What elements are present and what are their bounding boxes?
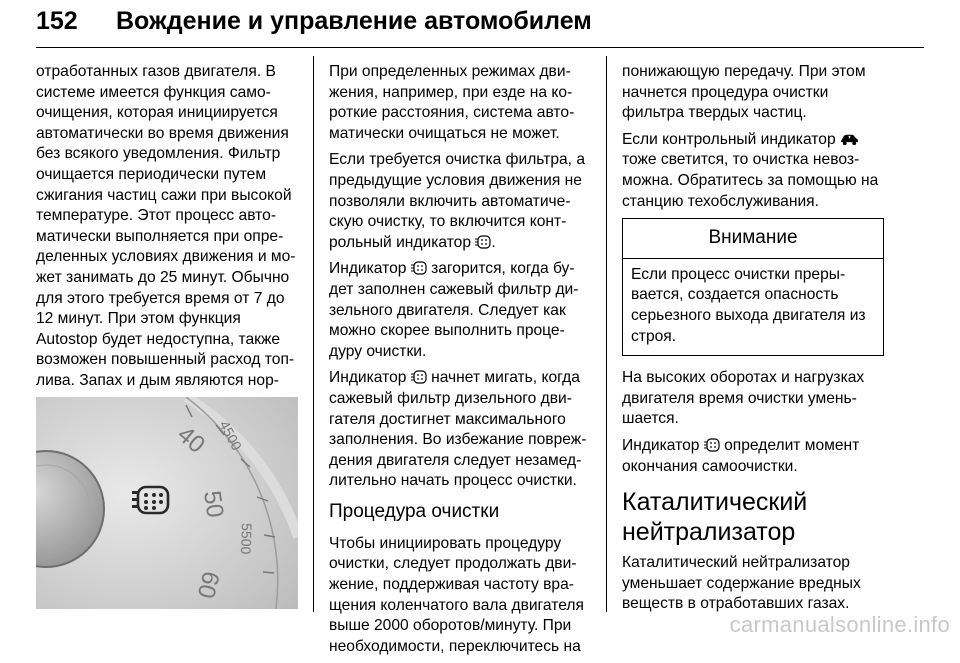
warning-text: Если процесс очистки прерывается, создается опасность серьезного выхода двигателя из строя.	[631, 265, 866, 345]
text-run: определит момент окончания самоочистки.	[622, 436, 860, 475]
paragraph: Каталитический нейтрализатор уменьшает содержание вредных веществ в отработавших газах.	[622, 554, 861, 613]
paragraph	[622, 130, 884, 212]
text-run: Индикатор	[622, 436, 704, 454]
instrument-cluster-photo	[36, 397, 298, 609]
watermark: carmanualsonline.info	[729, 612, 950, 637]
text-run: Индикатор	[329, 260, 411, 278]
column-3	[622, 62, 884, 621]
section-heading: Каталитический нейтрализатор	[622, 488, 808, 547]
warning-box	[622, 218, 884, 356]
diesel-particle-filter-icon	[475, 235, 491, 249]
paragraph: При определенных режимах движения, например, при езде на короткие расстояния, система автоматически очищаться не может.	[329, 63, 575, 142]
text-run: Если требуется очистка фильтра, а предыдущие условия движения не позволяли включить автоматическую очистку, то включится контрольный индикатор	[329, 151, 586, 251]
diesel-particle-filter-icon	[704, 438, 720, 452]
page-header	[0, 0, 960, 52]
column-divider	[313, 56, 314, 612]
paragraph: На высоких оборотах и нагрузках двигателя время очистки уменьшается.	[622, 369, 865, 428]
text-run: Если контрольный индикатор	[622, 130, 840, 148]
header-rule	[36, 47, 924, 48]
paragraph	[329, 150, 592, 253]
section-heading: Процедура очистки	[329, 500, 500, 522]
paragraph: отработанных газов двигателя. В системе имеется функция самоочищения, которая инициируется автоматически во время движения без всякого уведомления. Фильтр очищается периодически путем сжигания частиц сажи при высокой температуре. Этот процесс автоматически выполняется при определенных условиях движения и может занимать до 25 минут. Обычно для этого требуется время от 7 до 12 минут. При этом функция Autostop будет недоступна, также возможен повышенный расход топлива. Запах и дым являются нор	[36, 63, 296, 389]
tick-label: 5500	[237, 522, 255, 555]
diesel-particle-filter-icon	[411, 261, 427, 275]
page-number: 152	[36, 7, 78, 35]
text-run: начнет мигать, когда сажевый фильтр дизельного двигателя достигнет максимального заполнения. Во избежание повреждения двигателя следует незамедлительно начать процесс очистки.	[329, 369, 587, 490]
column-1	[36, 62, 297, 439]
diesel-particle-filter-icon	[411, 370, 427, 384]
paragraph	[329, 368, 592, 492]
column-2	[329, 62, 592, 663]
tick-label: 50	[198, 489, 229, 520]
tick-label: 4500	[216, 417, 246, 453]
paragraph: понижающую передачу. При этом начнется процедура очистки фильтра твердых частиц.	[622, 63, 866, 122]
paragraph	[622, 436, 884, 477]
tick-label: 60	[191, 568, 225, 601]
chapter-title: Вождение и управление автомобилем	[116, 7, 592, 35]
warning-title: Внимание	[623, 219, 883, 259]
text-run: .	[491, 233, 496, 251]
text-run: Индикатор	[329, 369, 411, 387]
text-run: загорится, когда будет заполнен сажевый фильтр дизельного двигателя. Следует как можно скорее выполнить процедуру очистки.	[329, 260, 579, 360]
gauge-illustration	[36, 397, 298, 609]
text-run: тоже светится, то очистка невозможна. Обратитесь за помощью на станцию техобслуживания.	[622, 151, 879, 210]
column-divider	[606, 56, 607, 612]
paragraph: Чтобы инициировать процедуру очистки, следует продолжать движение, поддерживая частоту вращения коленчатого вала двигателя выше 2000 оборотов/минуту. При необходимости, переключитесь на	[329, 534, 584, 655]
tick-label: 40	[172, 420, 210, 459]
paragraph	[329, 259, 592, 362]
service-vehicle-icon	[840, 132, 859, 146]
